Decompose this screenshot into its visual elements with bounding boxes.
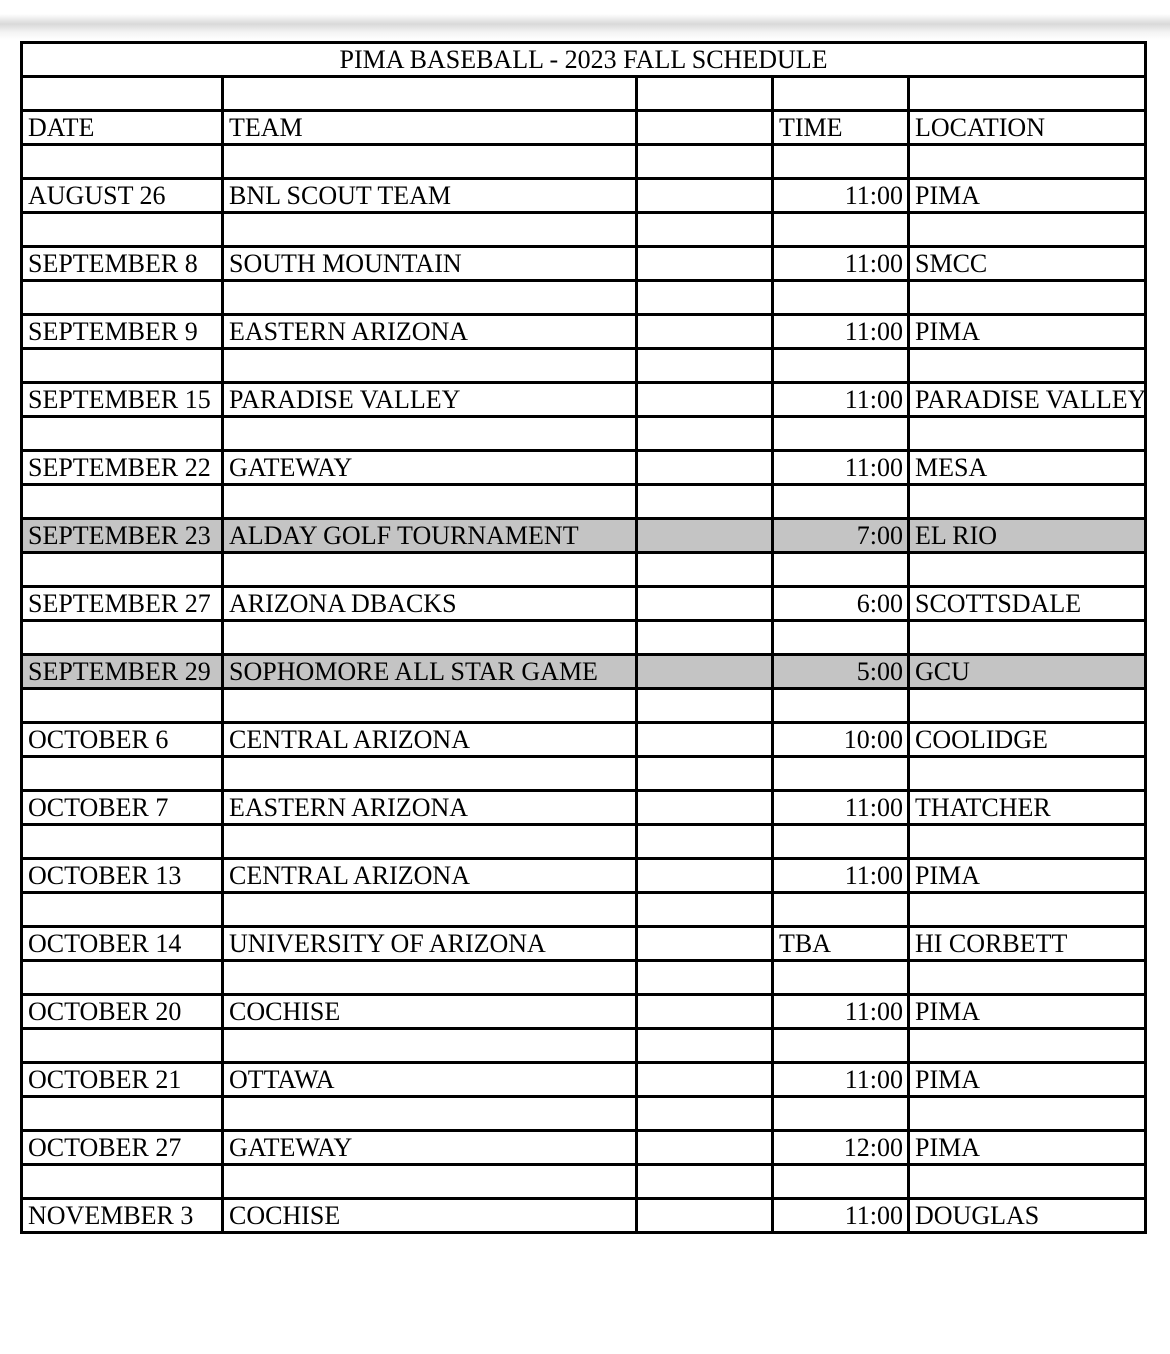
- game-location: PIMA: [909, 859, 1146, 893]
- empty-cell: [909, 689, 1146, 723]
- game-location: EL RIO: [909, 519, 1146, 553]
- empty-cell: [773, 893, 909, 927]
- game-team: ALDAY GOLF TOURNAMENT: [223, 519, 637, 553]
- empty-cell: [637, 281, 773, 315]
- game-row: [22, 859, 1146, 893]
- empty-cell: [909, 349, 1146, 383]
- empty-cell: [773, 1165, 909, 1199]
- empty-cell: [773, 621, 909, 655]
- game-location: HI CORBETT: [909, 927, 1146, 961]
- empty-cell: [773, 281, 909, 315]
- empty-cell: [637, 961, 773, 995]
- empty-cell: [22, 349, 223, 383]
- game-location: PIMA: [909, 995, 1146, 1029]
- empty-cell: [22, 1097, 223, 1131]
- spacer-row: [22, 893, 1146, 927]
- empty-cell: [22, 825, 223, 859]
- empty-cell: [223, 213, 637, 247]
- spacer-row: [22, 961, 1146, 995]
- game-location: PIMA: [909, 315, 1146, 349]
- game-date: SEPTEMBER 15: [22, 383, 223, 417]
- empty-cell: [22, 893, 223, 927]
- empty-cell: [637, 519, 773, 553]
- empty-cell: [22, 1029, 223, 1063]
- game-date: OCTOBER 7: [22, 791, 223, 825]
- empty-cell: [223, 553, 637, 587]
- empty-cell: [223, 1029, 637, 1063]
- game-location: THATCHER: [909, 791, 1146, 825]
- game-team: PARADISE VALLEY: [223, 383, 637, 417]
- header-row: [22, 111, 1146, 145]
- empty-cell: [773, 77, 909, 111]
- header-time: TIME: [773, 111, 909, 145]
- empty-cell: [773, 145, 909, 179]
- game-team: UNIVERSITY OF ARIZONA: [223, 927, 637, 961]
- empty-cell: [223, 757, 637, 791]
- empty-cell: [773, 961, 909, 995]
- empty-cell: [637, 825, 773, 859]
- empty-cell: [637, 1131, 773, 1165]
- game-time: 5:00: [773, 655, 909, 689]
- empty-cell: [223, 689, 637, 723]
- game-time: 6:00: [773, 587, 909, 621]
- empty-cell: [773, 757, 909, 791]
- spacer-row: [22, 145, 1146, 179]
- empty-cell: [637, 1199, 773, 1233]
- spacer-row: [22, 1097, 1146, 1131]
- game-time: 11:00: [773, 179, 909, 213]
- empty-cell: [22, 1165, 223, 1199]
- empty-cell: [637, 1097, 773, 1131]
- empty-cell: [637, 723, 773, 757]
- game-date: SEPTEMBER 8: [22, 247, 223, 281]
- game-date: OCTOBER 20: [22, 995, 223, 1029]
- game-team: EASTERN ARIZONA: [223, 315, 637, 349]
- empty-cell: [223, 1165, 637, 1199]
- game-date: OCTOBER 27: [22, 1131, 223, 1165]
- game-location: PIMA: [909, 179, 1146, 213]
- empty-cell: [223, 1097, 637, 1131]
- empty-cell: [637, 553, 773, 587]
- game-date: OCTOBER 21: [22, 1063, 223, 1097]
- empty-cell: [773, 825, 909, 859]
- game-row: [22, 1199, 1146, 1233]
- game-date: NOVEMBER 3: [22, 1199, 223, 1233]
- empty-cell: [637, 213, 773, 247]
- game-team: GATEWAY: [223, 451, 637, 485]
- game-row: [22, 383, 1146, 417]
- empty-cell: [773, 213, 909, 247]
- empty-cell: [909, 1165, 1146, 1199]
- spacer-row: [22, 1029, 1146, 1063]
- game-location: MESA: [909, 451, 1146, 485]
- empty-cell: [909, 281, 1146, 315]
- schedule-body: [22, 43, 1146, 1233]
- game-date: OCTOBER 13: [22, 859, 223, 893]
- spacer-row: [22, 689, 1146, 723]
- spacer-row: [22, 485, 1146, 519]
- game-row: [22, 655, 1146, 689]
- game-team: CENTRAL ARIZONA: [223, 859, 637, 893]
- game-location: GCU: [909, 655, 1146, 689]
- empty-cell: [909, 893, 1146, 927]
- empty-cell: [22, 961, 223, 995]
- game-date: OCTOBER 14: [22, 927, 223, 961]
- empty-cell: [909, 553, 1146, 587]
- game-time: 11:00: [773, 859, 909, 893]
- empty-cell: [223, 77, 637, 111]
- empty-cell: [22, 621, 223, 655]
- empty-cell: [223, 145, 637, 179]
- empty-cell: [637, 995, 773, 1029]
- empty-cell: [637, 247, 773, 281]
- page-top-shadow: [0, 0, 1170, 42]
- empty-cell: [637, 485, 773, 519]
- game-date: SEPTEMBER 23: [22, 519, 223, 553]
- empty-cell: [637, 179, 773, 213]
- game-row: [22, 1063, 1146, 1097]
- game-time: 11:00: [773, 247, 909, 281]
- header-location: LOCATION: [909, 111, 1146, 145]
- spacer-row: [22, 281, 1146, 315]
- empty-cell: [909, 621, 1146, 655]
- title-row: [22, 43, 1146, 77]
- game-location: SCOTTSDALE: [909, 587, 1146, 621]
- empty-cell: [637, 111, 773, 145]
- empty-cell: [223, 281, 637, 315]
- game-time: 11:00: [773, 383, 909, 417]
- empty-cell: [22, 689, 223, 723]
- game-time: TBA: [773, 927, 909, 961]
- empty-cell: [773, 553, 909, 587]
- empty-cell: [22, 553, 223, 587]
- game-time: 7:00: [773, 519, 909, 553]
- empty-cell: [909, 485, 1146, 519]
- game-row: [22, 247, 1146, 281]
- game-time: 11:00: [773, 1199, 909, 1233]
- game-date: SEPTEMBER 29: [22, 655, 223, 689]
- game-time: 11:00: [773, 451, 909, 485]
- game-row: [22, 519, 1146, 553]
- spacer-row: [22, 553, 1146, 587]
- empty-cell: [637, 383, 773, 417]
- game-time: 11:00: [773, 1063, 909, 1097]
- empty-cell: [637, 791, 773, 825]
- empty-cell: [773, 349, 909, 383]
- empty-cell: [773, 417, 909, 451]
- schedule-title: PIMA BASEBALL - 2023 FALL SCHEDULE: [22, 43, 1146, 77]
- game-team: GATEWAY: [223, 1131, 637, 1165]
- empty-cell: [223, 417, 637, 451]
- game-date: OCTOBER 6: [22, 723, 223, 757]
- empty-cell: [637, 145, 773, 179]
- empty-cell: [909, 1097, 1146, 1131]
- empty-cell: [637, 1029, 773, 1063]
- game-team: SOUTH MOUNTAIN: [223, 247, 637, 281]
- game-date: SEPTEMBER 27: [22, 587, 223, 621]
- game-team: COCHISE: [223, 995, 637, 1029]
- header-date: DATE: [22, 111, 223, 145]
- spacer-row: [22, 349, 1146, 383]
- game-row: [22, 451, 1146, 485]
- empty-cell: [637, 927, 773, 961]
- empty-cell: [223, 961, 637, 995]
- empty-cell: [909, 825, 1146, 859]
- spacer-row: [22, 1165, 1146, 1199]
- empty-cell: [909, 961, 1146, 995]
- empty-cell: [637, 417, 773, 451]
- empty-cell: [637, 315, 773, 349]
- empty-cell: [223, 621, 637, 655]
- game-row: [22, 315, 1146, 349]
- empty-cell: [22, 77, 223, 111]
- empty-cell: [637, 1165, 773, 1199]
- game-row: [22, 179, 1146, 213]
- empty-cell: [773, 485, 909, 519]
- game-row: [22, 995, 1146, 1029]
- empty-cell: [22, 757, 223, 791]
- header-team: TEAM: [223, 111, 637, 145]
- empty-cell: [637, 621, 773, 655]
- empty-cell: [773, 689, 909, 723]
- empty-cell: [223, 349, 637, 383]
- empty-cell: [637, 1063, 773, 1097]
- empty-cell: [223, 893, 637, 927]
- game-team: ARIZONA DBACKS: [223, 587, 637, 621]
- empty-cell: [637, 77, 773, 111]
- empty-cell: [22, 145, 223, 179]
- empty-cell: [22, 213, 223, 247]
- spacer-row: [22, 757, 1146, 791]
- empty-cell: [22, 417, 223, 451]
- schedule-table: [20, 41, 1147, 1234]
- game-location: COOLIDGE: [909, 723, 1146, 757]
- game-row: [22, 723, 1146, 757]
- game-row: [22, 927, 1146, 961]
- empty-cell: [637, 689, 773, 723]
- empty-cell: [637, 893, 773, 927]
- game-team: EASTERN ARIZONA: [223, 791, 637, 825]
- game-team: OTTAWA: [223, 1063, 637, 1097]
- game-date: SEPTEMBER 22: [22, 451, 223, 485]
- game-row: [22, 587, 1146, 621]
- game-team: COCHISE: [223, 1199, 637, 1233]
- game-time: 12:00: [773, 1131, 909, 1165]
- empty-cell: [637, 349, 773, 383]
- game-date: SEPTEMBER 9: [22, 315, 223, 349]
- empty-cell: [637, 859, 773, 893]
- empty-cell: [909, 417, 1146, 451]
- game-location: PARADISE VALLEY: [909, 383, 1146, 417]
- empty-cell: [909, 145, 1146, 179]
- empty-cell: [909, 757, 1146, 791]
- game-location: SMCC: [909, 247, 1146, 281]
- empty-cell: [773, 1029, 909, 1063]
- empty-cell: [637, 451, 773, 485]
- game-time: 10:00: [773, 723, 909, 757]
- game-location: PIMA: [909, 1131, 1146, 1165]
- game-team: BNL SCOUT TEAM: [223, 179, 637, 213]
- empty-cell: [773, 1097, 909, 1131]
- empty-cell: [909, 1029, 1146, 1063]
- game-time: 11:00: [773, 995, 909, 1029]
- spacer-row: [22, 621, 1146, 655]
- game-location: PIMA: [909, 1063, 1146, 1097]
- empty-cell: [22, 485, 223, 519]
- empty-cell: [223, 485, 637, 519]
- empty-cell: [223, 825, 637, 859]
- game-time: 11:00: [773, 791, 909, 825]
- game-row: [22, 791, 1146, 825]
- game-team: CENTRAL ARIZONA: [223, 723, 637, 757]
- empty-cell: [637, 587, 773, 621]
- spacer-row: [22, 825, 1146, 859]
- game-location: DOUGLAS: [909, 1199, 1146, 1233]
- empty-cell: [637, 757, 773, 791]
- game-team: SOPHOMORE ALL STAR GAME: [223, 655, 637, 689]
- empty-cell: [22, 281, 223, 315]
- empty-cell: [909, 213, 1146, 247]
- game-row: [22, 1131, 1146, 1165]
- spacer-row: [22, 213, 1146, 247]
- empty-cell: [637, 655, 773, 689]
- spacer-row: [22, 77, 1146, 111]
- spacer-row: [22, 417, 1146, 451]
- game-date: AUGUST 26: [22, 179, 223, 213]
- empty-cell: [909, 77, 1146, 111]
- game-time: 11:00: [773, 315, 909, 349]
